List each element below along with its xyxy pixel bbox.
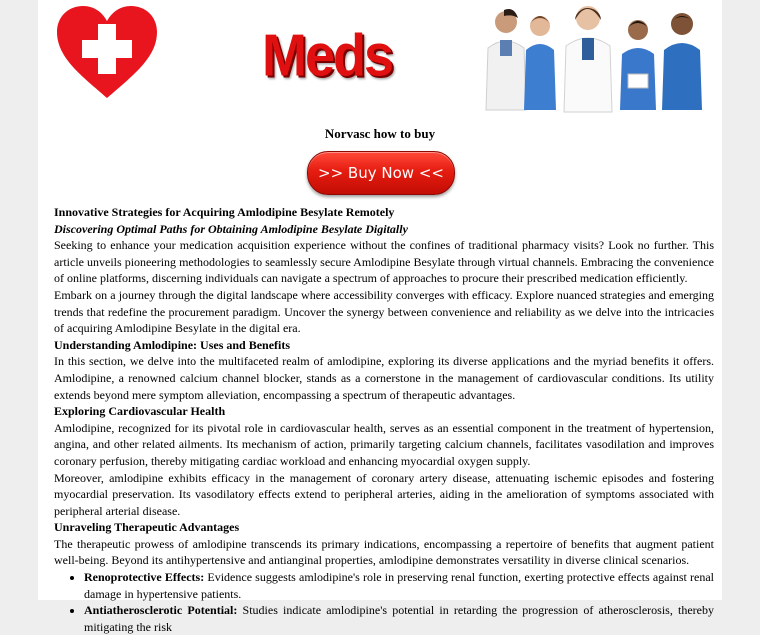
section-cardio-paragraph-1: Amlodipine, recognized for its pivotal role in cardiovascular health, serves as an essential component in the treatment of hypertension, angina, and other related ailments. Its mechanism of action, primarily targeting calcium channels, facilitates vasodilation and improves coronary perfusion, thereby mitigating cardiac workload and enhancing myocardial oxygen supply. — [54, 420, 714, 468]
medical-cross-heart-icon[interactable] — [54, 4, 160, 100]
list-item-text: Evidence suggests amlodipine's role in preserving renal function, exerting protective effects against renal damage in hypertensive patients. — [84, 570, 714, 601]
page-subtitle: Norvasc how to buy — [324, 126, 436, 141]
intro-paragraph-1: Seeking to enhance your medication acquisition experience without the confines of traditional pharmacy visits? Look no further. This article unveils pioneering methodologies to seamlessly secure Amlodipine Besylate through virtual channels. Embracing the convenience of online platforms, discerning individuals can navigate a spectrum of approaches to procure their prescribed medication efficiently. — [54, 238, 714, 286]
section-uses-paragraph: In this section, we delve into the multifaceted realm of amlodipine, exploring its diverse applications and the myriad benefits it offers. Amlodipine, a renowned calcium channel blocker, stands as a cornerstone in the management of cardiovascular conditions. Its utility extends beyond mere symptom alleviation, encompassing a spectrum of therapeutic advantages. — [54, 354, 714, 402]
page — [38, 0, 722, 634]
site-logo-text[interactable]: Meds — [262, 22, 393, 89]
medical-staff-photo — [478, 0, 716, 114]
article-body — [54, 204, 714, 635]
site-header — [38, 0, 722, 118]
list-item-term: Renoprotective Effects: — [84, 570, 205, 585]
list-item — [84, 569, 714, 602]
buy-now-button[interactable]: >> Buy Now << — [307, 151, 455, 195]
list-item-text: Studies indicate amlodipine's potential in retarding the progression of atherosclerosis, thereby mitigating the risk — [84, 603, 714, 634]
section-heading-uses: Understanding Amlodipine: Uses and Benefits — [54, 337, 291, 352]
article-title: Innovative Strategies for Acquiring Amlodipine Besylate Remotely — [54, 205, 395, 219]
section-heading-cardio: Exploring Cardiovascular Health — [54, 404, 226, 419]
section-cardio-paragraph-2: Moreover, amlodipine exhibits efficacy in the management of coronary artery disease, attenuating ischemic episodes and fostering myocardial preservation. Its vasodilatory effects extend to peripheral arteries, aiding in the amelioration of symptoms associated with peripheral arterial disease. — [54, 470, 714, 518]
benefits-list — [54, 569, 714, 635]
section-heading-therapeutic: Unraveling Therapeutic Advantages — [54, 520, 240, 535]
intro-paragraph-2: Embark on a journey through the digital landscape where accessibility converges with efficacy. Explore nuanced strategies and emerging trends that redefine the procurement paradigm. Uncover the synergy between convenience and reliability as we delve into the intricacies of acquiring Amlodipine Besylate in the digital era. — [54, 287, 714, 336]
section-therapeutic-paragraph: The therapeutic prowess of amlodipine transcends its primary indications, encompassing a repertoire of benefits that augment patient well-being. Beyond its antihypertensive and antianginal properties, amlodipine demonstrates versatility in diverse clinical scenarios. — [54, 536, 714, 568]
article-subtitle: Discovering Optimal Paths for Obtaining Amlodipine Besylate Digitally — [54, 221, 408, 236]
list-item — [84, 602, 714, 635]
list-item-term: Antiatherosclerotic Potential: — [84, 603, 238, 618]
